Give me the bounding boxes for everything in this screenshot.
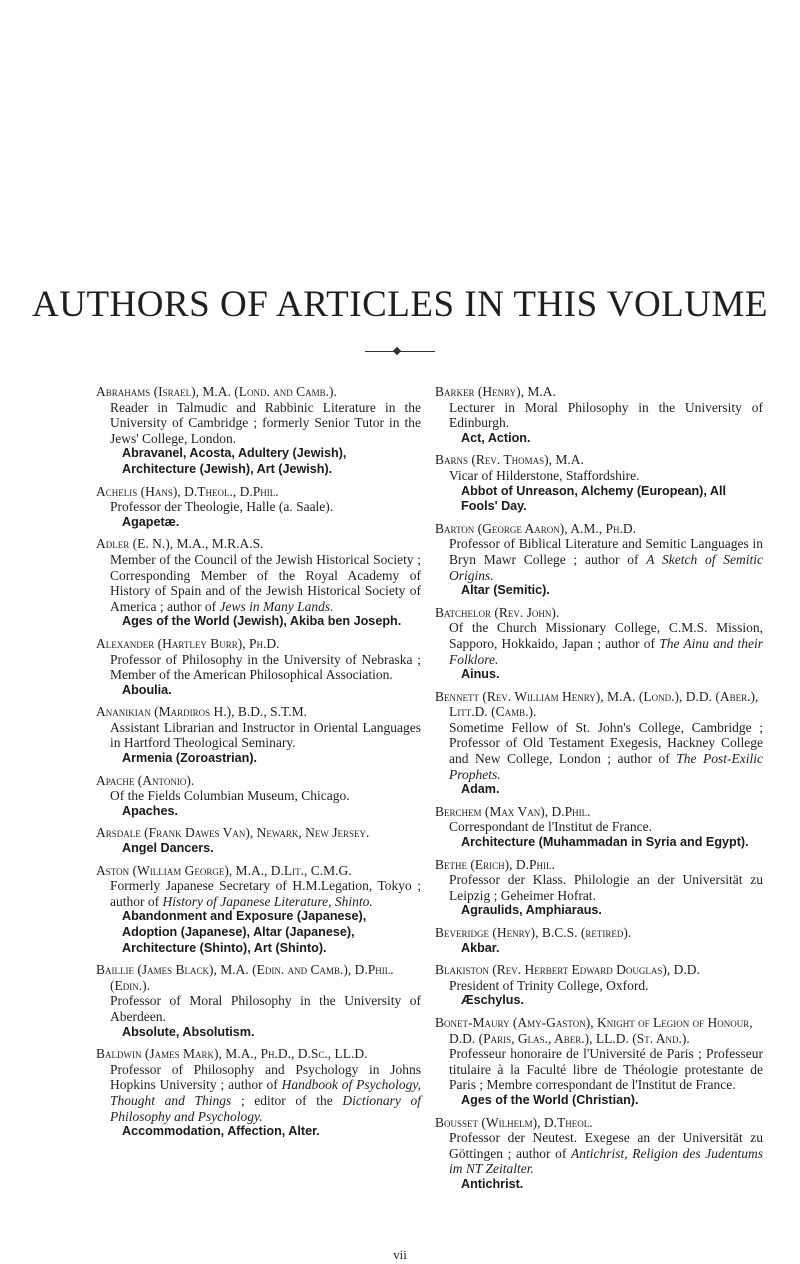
author-name: Abrahams (Israel), M.A. (Lond. and Camb.). <box>96 384 337 399</box>
author-name: Bethe (Erich), D.Phil. <box>435 856 555 872</box>
author-articles: Akbar. <box>461 940 500 955</box>
page-title: AUTHORS OF ARTICLES IN THIS VOLUME <box>32 284 768 325</box>
author-bio: Reader in Talmudic and Rabbinic Literature in the University of Cambridge ; formerly Senior Tutor in the Jews' College, London. <box>110 399 421 446</box>
author-entry <box>435 925 763 956</box>
author-articles: Abandonment and Exposure (Japanese), Adoption (Japanese), Altar (Japanese), Architecture (Shinto), Art (Shinto). <box>122 909 367 955</box>
author-name: Barton (George Aaron), A.M., Ph.D. <box>435 520 637 536</box>
author-bio: Assistant Librarian and Instructor in Oriental Languages in Hartford Theological Seminary. <box>110 719 421 751</box>
book-title: History of Japanese Literature, Shinto. <box>162 893 373 909</box>
author-name: Barker (Henry), M.A. <box>435 384 556 399</box>
bio-text: Of the Church Missionary College, C.M.S. Mission, Sapporo, Hokkaido, Japan ; author of <box>449 620 763 651</box>
author-name: Achelis (Hans), D.Theol., D.Phil. <box>96 483 279 499</box>
author-entry <box>96 484 421 531</box>
book-title: Antichrist, Religion des Judentums im NT Zeitalter. <box>449 1145 763 1177</box>
author-articles: Armenia (Zoroastrian). <box>122 751 258 766</box>
author-bio: Professor of Philosophy in the University of Nebraska ; Member of the American Philosophical Association. <box>110 651 421 683</box>
author-bio: Professor of Moral Philosophy in the University of Aberdeen. <box>110 993 421 1024</box>
book-title: Handbook of Psychology, Thought and Things <box>110 1077 421 1108</box>
author-articles: Agapetæ. <box>122 514 180 529</box>
author-bio: Professor der Klass. Philologie an der Universität zu Leipzig ; Geheimer Hofrat. <box>449 872 763 903</box>
author-bio: Of the Fields Columbian Museum, Chicago. <box>110 788 350 804</box>
divider-diamond-icon <box>393 347 401 355</box>
author-entry <box>435 452 763 514</box>
author-articles: Angel Dancers. <box>122 841 214 856</box>
author-articles: Abbot of Unreason, Alchemy (European), All Fools' Day. <box>461 483 726 514</box>
author-entry <box>96 962 421 1040</box>
author-name: Adler (E. N.), M.A., M.R.A.S. <box>96 536 264 552</box>
author-entry <box>96 636 421 698</box>
author-name: Aston (William George), M.A., D.Lit., C.M.G. <box>96 862 352 878</box>
author-entry <box>435 521 763 599</box>
author-entry <box>96 536 421 630</box>
book-title: Dictionary of Philosophy and Psychology. <box>110 1092 421 1124</box>
author-bio <box>435 620 763 667</box>
bio-text: Formerly Japanese Secretary of H.M.Legation, Tokyo ; author of <box>110 878 421 909</box>
book-title: The Post-Exilic Prophets. <box>449 751 764 782</box>
author-entry <box>435 962 763 1009</box>
author-entry <box>435 384 763 446</box>
author-entry <box>96 825 421 856</box>
author-entry <box>96 384 421 478</box>
right-column <box>435 384 763 1199</box>
author-bio: Vicar of Hilderstone, Staffordshire. <box>449 467 640 483</box>
author-articles: Abravanel, Acosta, Adultery (Jewish), Architecture (Jewish), Art (Jewish). <box>122 446 347 476</box>
author-name: Baldwin (James Mark), M.A., Ph.D., D.Sc., LL.D. <box>96 1046 368 1062</box>
author-entry <box>96 704 421 766</box>
author-entry <box>96 773 421 820</box>
author-articles: Antichrist. <box>461 1176 524 1191</box>
author-name: Berchem (Max Van), D.Phil. <box>435 803 591 819</box>
author-name: Apache (Antonio). <box>96 772 195 788</box>
author-entry <box>435 857 763 919</box>
bio-text: Sometime Fellow of St. John's College, Cambridge ; Professor of Old Testament Exegesis, Hackney College and New College, London ; author of <box>449 719 763 767</box>
author-name: Barns (Rev. Thomas), M.A. <box>435 452 584 468</box>
author-entry <box>435 689 763 798</box>
author-bio <box>96 878 421 909</box>
author-articles: Apaches. <box>122 803 178 818</box>
author-bio: Professor der Theologie, Halle (a. Saale). <box>110 499 334 515</box>
author-entry <box>435 1015 763 1109</box>
title-divider <box>365 351 435 352</box>
author-articles: Accommodation, Affection, Alter. <box>122 1124 320 1139</box>
author-articles: Absolute, Absolutism. <box>122 1024 255 1039</box>
author-bio: President of Trinity College, Oxford. <box>449 977 649 993</box>
book-title: The Ainu and their Folklore. <box>449 635 763 667</box>
author-articles: Act, Action. <box>461 430 531 445</box>
author-articles: Ages of the World (Jewish), Akiba ben Joseph. <box>122 614 402 629</box>
author-bio: Professeur honoraire de l'Université de Paris ; Professeur titulaire à la Faculté libre de Théologie protestante de Paris ; Membre correspondant de l'Institut de France. <box>449 1046 763 1093</box>
book-title: Jews in Many Lands. <box>219 598 334 614</box>
author-name: Batchelor (Rev. John). <box>435 604 560 620</box>
bio-text: Professor of Philosophy and Psychology in Johns Hopkins University ; author of <box>110 1061 421 1093</box>
author-articles: Agraulids, Amphiaraus. <box>461 903 602 918</box>
author-name: Arsdale (Frank Dawes Van), Newark, New Jersey. <box>96 825 370 841</box>
author-entry <box>435 605 763 683</box>
author-articles: Ainus. <box>461 667 500 682</box>
bio-text: Member of the Council of the Jewish Historical Society ; Corresponding Member of the Royal Academy of History of Spain and of the Jewish Historical Society of America ; author of <box>110 551 421 614</box>
author-name: Bonet-Maury (Amy-Gaston), Knight of Legion of Honour, D.D. (Paris, Glas., Aber.), LL.D. (St. And.). <box>435 1014 753 1046</box>
author-name: Alexander (Hartley Burr), Ph.D. <box>96 635 280 651</box>
author-articles: Ages of the World (Christian). <box>461 1092 639 1107</box>
book-title: A Sketch of Semitic Origins. <box>449 551 764 583</box>
author-bio <box>435 720 763 782</box>
author-bio: Correspondant de l'Institut de France. <box>449 819 653 835</box>
bio-text: Professor of Biblical Literature and Semitic Languages in Bryn Mawr College ; author of <box>449 536 763 567</box>
author-bio <box>96 1062 421 1124</box>
author-bio <box>435 1130 763 1177</box>
bio-text: ; editor of the <box>231 1092 343 1108</box>
author-articles: Altar (Semitic). <box>461 583 550 598</box>
author-bio: Lecturer in Moral Philosophy in the University of Edinburgh. <box>449 399 763 431</box>
author-name: Ananikian (Mardiros H.), B.D., S.T.M. <box>96 704 308 720</box>
author-articles: Aboulia. <box>122 682 172 697</box>
author-name: Blakiston (Rev. Herbert Edward Douglas), D.D. <box>435 962 700 978</box>
author-name: Bennett (Rev. William Henry), M.A. (Lond.), D.D. (Aber.), Litt.D. (Camb.). <box>435 688 759 720</box>
bio-text: Professor der Neutest. Exegese an der Universität zu Göttingen ; author of <box>449 1130 763 1161</box>
author-name: Bousset (Wilhelm), D.Theol. <box>435 1114 593 1130</box>
author-entry <box>435 804 763 851</box>
left-column <box>96 384 421 1146</box>
author-entry <box>435 1115 763 1193</box>
author-bio <box>435 536 763 583</box>
author-articles: Æschylus. <box>461 993 524 1008</box>
author-articles: Adam. <box>461 782 500 797</box>
author-bio <box>96 552 421 614</box>
author-entry <box>96 1046 421 1140</box>
author-entry <box>96 863 421 957</box>
author-name: Baillie (James Black), M.A. (Edin. and Camb.), D.Phil. (Edin.). <box>96 962 394 993</box>
page-number: vii <box>393 1247 407 1262</box>
author-articles: Architecture (Muhammadan in Syria and Egypt). <box>461 835 749 850</box>
author-name: Beveridge (Henry), B.C.S. (retired). <box>435 925 632 940</box>
